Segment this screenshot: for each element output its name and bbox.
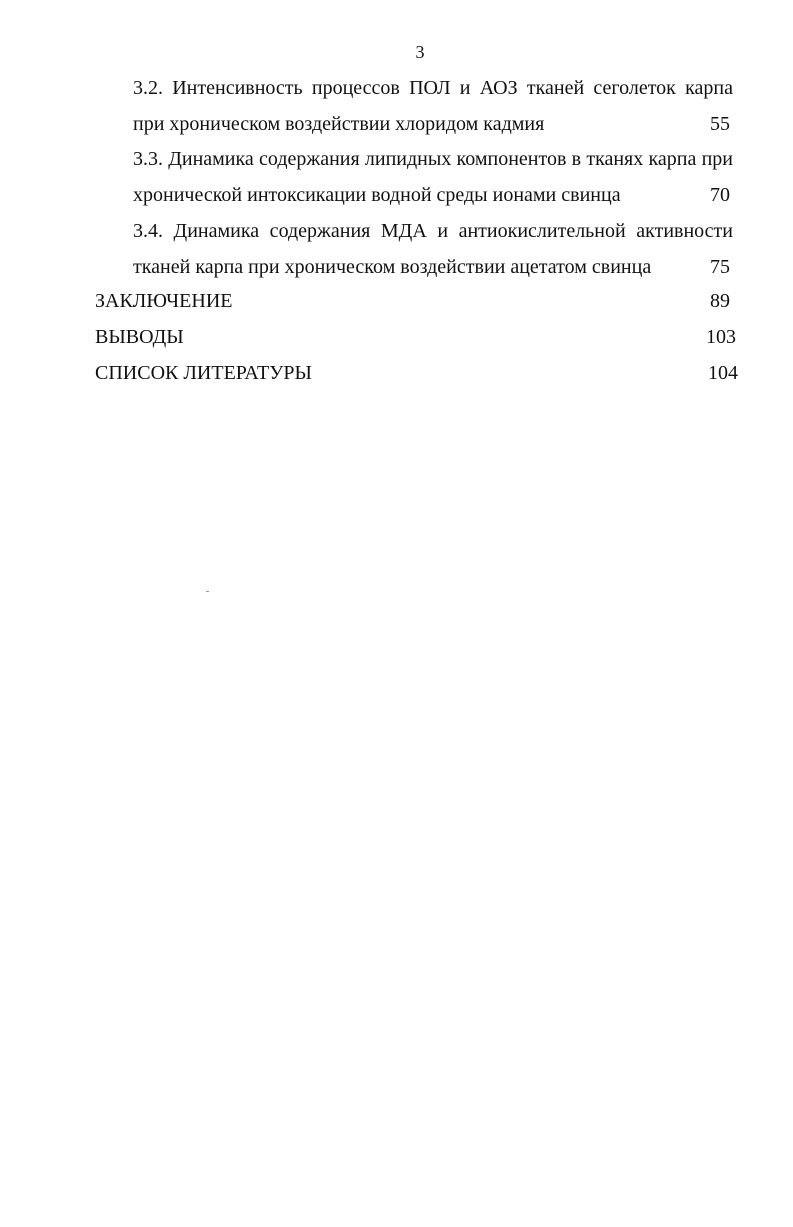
toc-entry-3-4-line-1: 3.4. Динамика содержания МДА и антиокислительной активности — [133, 220, 733, 242]
toc-entry-3-3-page: 70 — [710, 184, 730, 206]
toc-entry-references-page: 104 — [708, 362, 738, 384]
toc-entry-3-2-page: 55 — [710, 113, 730, 135]
toc-entry-findings-title: ВЫВОДЫ — [95, 326, 184, 348]
toc-entry-conclusion-title: ЗАКЛЮЧЕНИЕ — [95, 290, 233, 312]
toc-entry-findings-page: 103 — [706, 326, 736, 348]
toc-entry-3-3-line-2: хронической интоксикации водной среды ионами свинца — [133, 184, 621, 206]
toc-entry-3-4-line-2: тканей карпа при хроническом воздействии ацетатом свинца — [133, 256, 652, 278]
toc-entry-3-4-page: 75 — [710, 256, 730, 278]
page-number: 3 — [415, 42, 425, 62]
toc-entry-3-2-line-2: при хроническом воздействии хлоридом кадмия — [133, 113, 545, 135]
toc-entry-3-3-line-1: 3.3. Динамика содержания липидных компонентов в тканях карпа при — [133, 148, 733, 170]
toc-entry-conclusion-page: 89 — [710, 290, 730, 312]
toc-entry-3-2-line-1: 3.2. Интенсивность процессов ПОЛ и АОЗ тканей сеголеток карпа — [133, 77, 733, 99]
toc-entry-references-title: СПИСОК ЛИТЕРАТУРЫ — [95, 362, 312, 384]
scan-speck — [206, 591, 209, 592]
